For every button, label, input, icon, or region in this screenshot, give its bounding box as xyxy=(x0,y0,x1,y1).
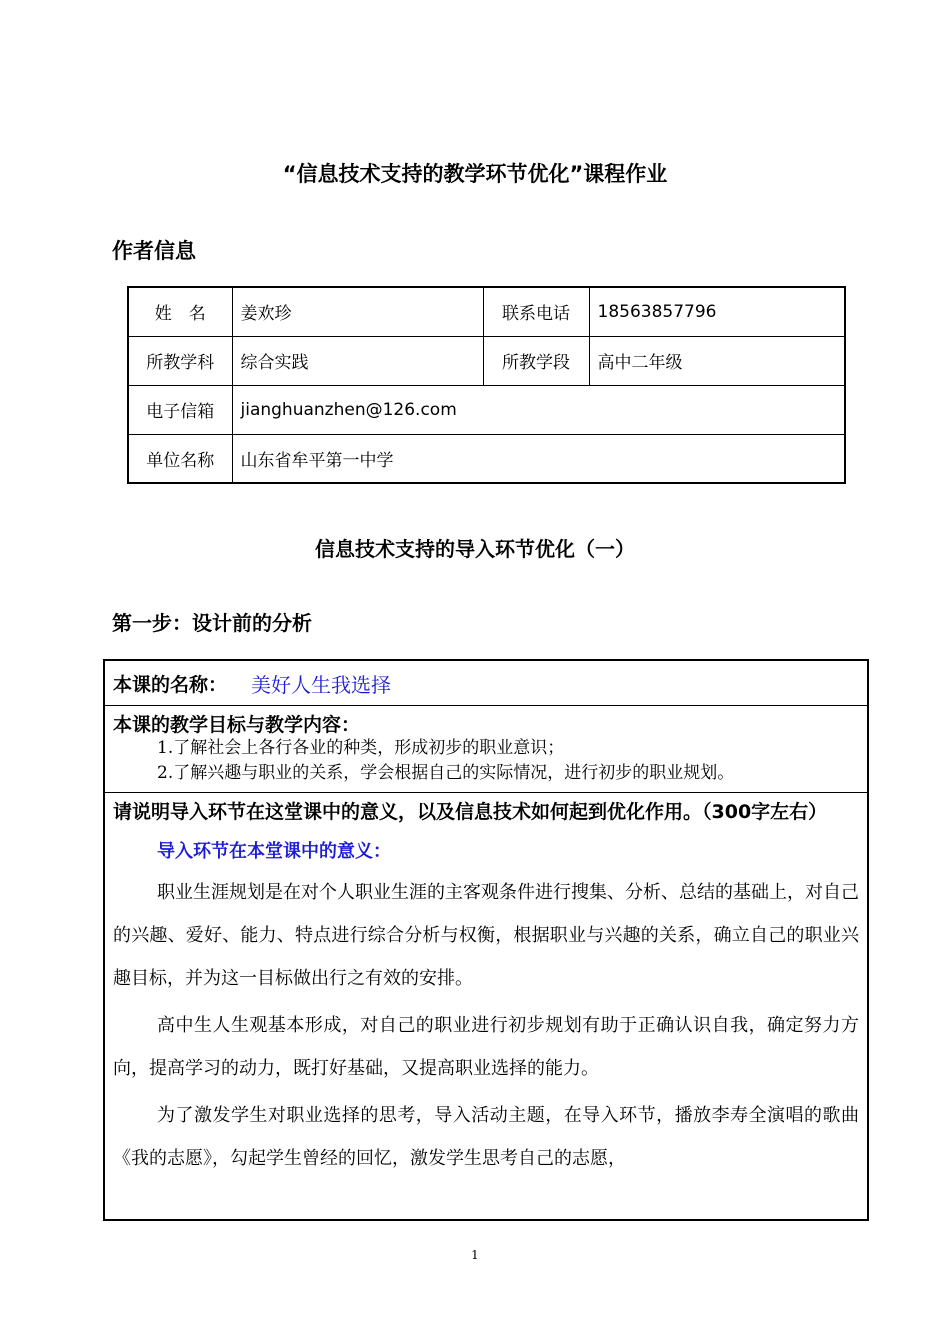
grade-value: 高中二年级 xyxy=(589,336,845,385)
table-row xyxy=(128,336,845,385)
document-title: “信息技术支持的教学环节优化”课程作业 xyxy=(282,162,668,186)
unit-value: 山东省牟平第一中学 xyxy=(232,434,845,483)
course-name-label: 本课的名称： xyxy=(113,673,228,696)
goal-item-2: 2.了解兴趣与职业的关系，学会根据自己的实际情况，进行初步的职业规划。 xyxy=(157,763,735,783)
page-number: 1 xyxy=(471,1248,479,1262)
table-row xyxy=(128,434,845,483)
paragraph-2: 高中生人生观基本形成，对自己的职业进行初步规划有助于正确认识自我，确定努力方向，提高学习的动力，既打好基础，又提高职业选择的能力。 xyxy=(113,1015,859,1079)
table-row xyxy=(128,385,845,434)
paragraph-3: 为了激发学生对职业选择的思考，导入活动主题，在导入环节，播放李寿全演唱的歌曲《我的志愿》，勾起学生曾经的回忆，激发学生思考自己的志愿， xyxy=(113,1105,859,1169)
grade-label: 所教学段 xyxy=(483,336,589,385)
course-name-row xyxy=(105,661,867,706)
section-title: 信息技术支持的导入环节优化（一） xyxy=(315,537,635,561)
teaching-goals-row xyxy=(105,706,867,793)
unit-label: 单位名称 xyxy=(128,434,232,483)
paragraph-1: 职业生涯规划是在对个人职业生涯的主客观条件进行搜集、分析、总结的基础上，对自己的兴趣、爱好、能力、特点进行综合分析与权衡，根据职业与兴趣的关系，确立自己的职业兴趣目标，并为这一目标做出行之有效的安排。 xyxy=(113,882,859,989)
teaching-goals-label: 本课的教学目标与教学内容： xyxy=(113,714,361,736)
name-value: 姜欢珍 xyxy=(232,287,483,336)
email-value: jianghuanzhen@126.com xyxy=(232,385,845,434)
name-label: 姓 名 xyxy=(128,287,232,336)
course-name-value: 美好人生我选择 xyxy=(251,672,392,697)
phone-value: 18563857796 xyxy=(589,287,845,336)
author-info-table xyxy=(127,286,846,484)
lead-in-explanation-row xyxy=(105,793,867,1180)
author-section-heading: 作者信息 xyxy=(112,239,196,263)
design-analysis-table xyxy=(103,659,869,1221)
step-heading: 第一步：设计前的分析 xyxy=(112,611,312,635)
significance-heading: 导入环节在本堂课中的意义： xyxy=(157,841,391,862)
explanation-question: 请说明导入环节在这堂课中的意义，以及信息技术如何起到优化作用。（300字左右） xyxy=(113,801,828,823)
subject-label: 所教学科 xyxy=(128,336,232,385)
goal-item-1: 1.了解社会上各行各业的种类，形成初步的职业意识； xyxy=(157,738,565,758)
table-row xyxy=(128,287,845,336)
email-label: 电子信箱 xyxy=(128,385,232,434)
phone-label: 联系电话 xyxy=(483,287,589,336)
subject-value: 综合实践 xyxy=(232,336,483,385)
